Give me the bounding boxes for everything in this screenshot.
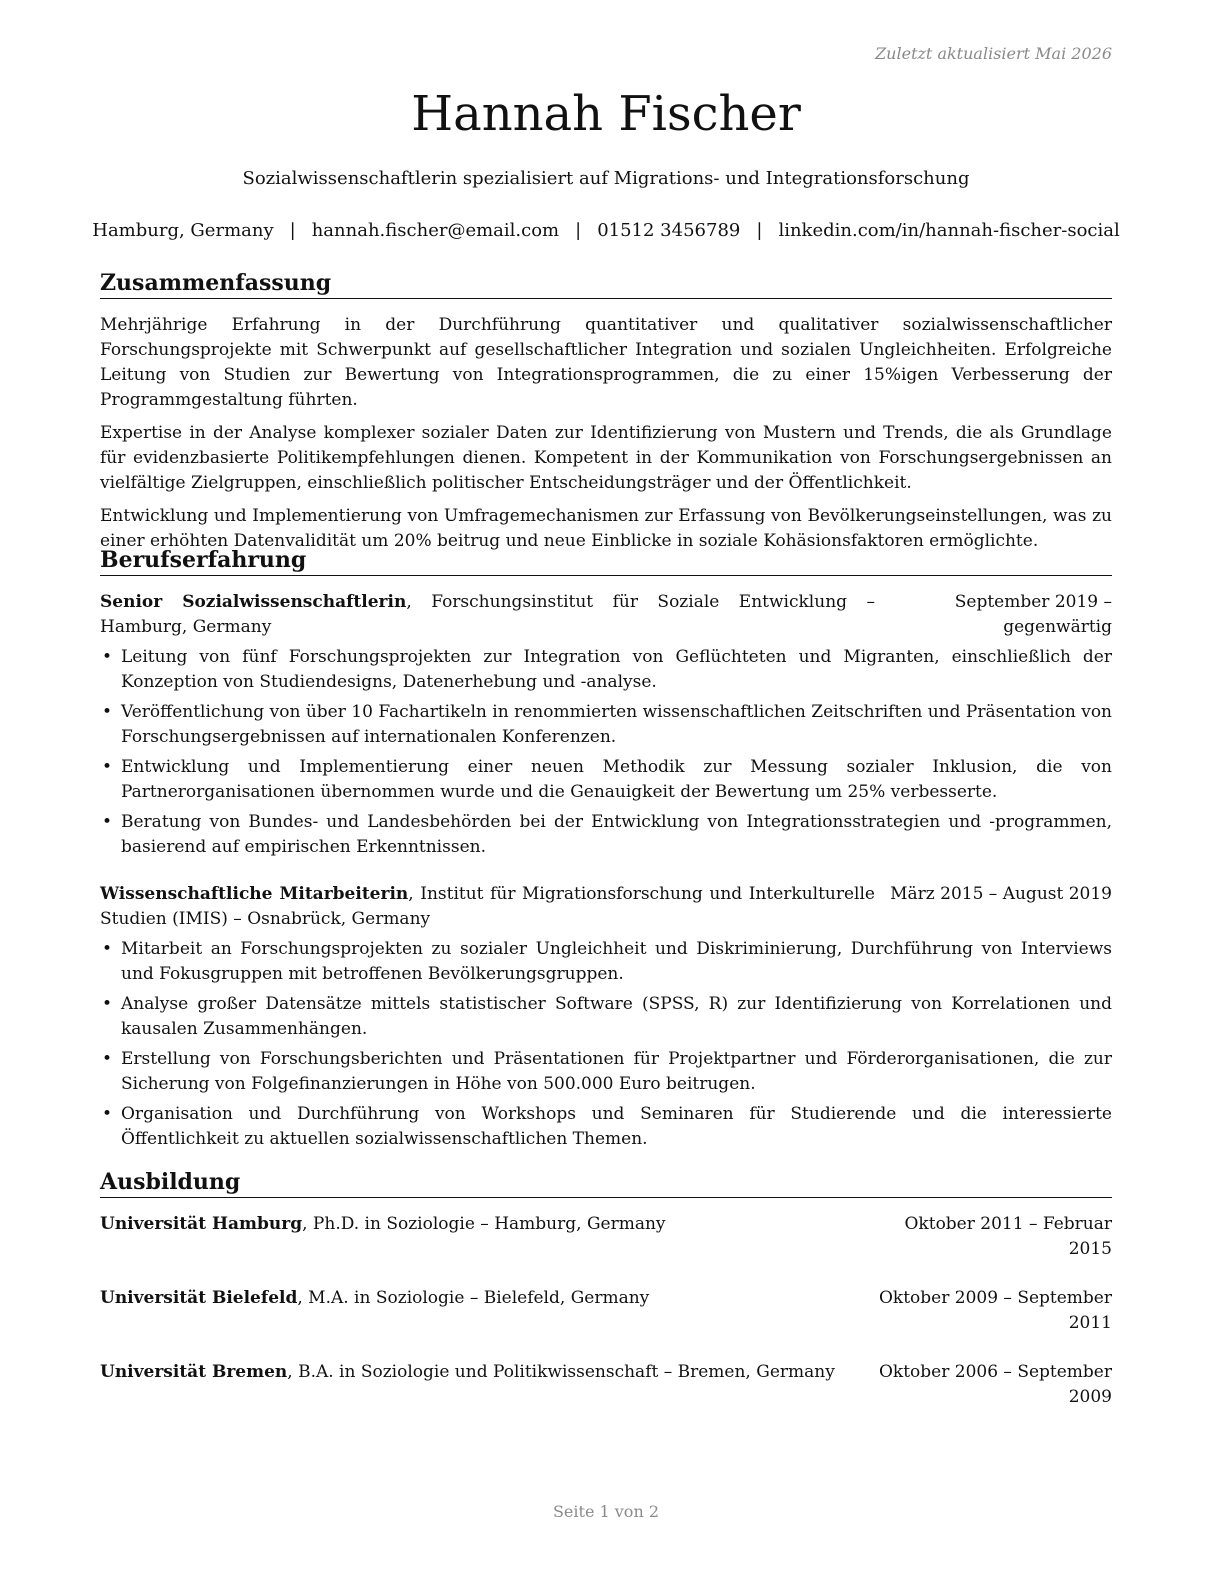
education-entry	[100, 1286, 1112, 1336]
list-item: • Leitung von fünf Forschungsprojekten zur Integration von Geflüchteten und Migranten, einschließlich der Konzeption von Studiendesigns, Datenerhebung und -analyse.	[102, 647, 1112, 692]
education-dates: Oktober 2006 – September 2009	[878, 1362, 1112, 1407]
separator: |	[289, 220, 296, 241]
resume-page	[92, 0, 1120, 1584]
job-role: Wissenschaftliche Mitarbeiterin	[100, 884, 409, 904]
section-title: Ausbildung	[100, 1169, 1112, 1198]
experience-section	[100, 547, 1112, 1157]
summary-section	[100, 270, 1112, 554]
separator: |	[756, 220, 763, 241]
degree-detail: , Ph.D. in Soziologie – Hamburg, Germany	[302, 1214, 666, 1234]
separator: |	[575, 220, 582, 241]
job-dates: März 2015 – August 2019	[890, 884, 1112, 904]
last-updated: Zuletzt aktualisiert Mai 2026	[875, 44, 1112, 63]
section-title: Zusammenfassung	[100, 270, 1112, 299]
bullet-icon: •	[102, 994, 113, 1014]
contact-phone: 01512 3456789	[597, 220, 741, 241]
degree-detail: , M.A. in Soziologie – Bielefeld, Germany	[297, 1288, 650, 1308]
job-dates: September 2019 – gegenwärtig	[954, 592, 1112, 637]
job-role: Senior Sozialwissenschaftlerin	[100, 592, 407, 612]
degree-detail: , B.A. in Soziologie und Politikwissenschaft – Bremen, Germany	[287, 1362, 835, 1382]
bullet-icon: •	[102, 757, 113, 777]
contact-location: Hamburg, Germany	[92, 220, 274, 241]
list-item: • Erstellung von Forschungsberichten und Präsentationen für Projektpartner und Förderorganisationen, die zur Sicherung von Folgefinanzierungen in Höhe von 500.000 Euro beitrugen.	[102, 1049, 1112, 1094]
job-bullet-list	[100, 645, 1112, 860]
section-title: Berufserfahrung	[100, 547, 1112, 576]
bullet-icon: •	[102, 1104, 113, 1124]
list-item: • Organisation und Durchführung von Workshops und Seminaren für Studierende und die interessierte Öffentlichkeit zu aktuellen sozialwissenschaftlichen Themen.	[102, 1104, 1112, 1149]
list-item: • Entwicklung und Implementierung einer neuen Methodik zur Messung sozialer Inklusion, die von Partnerorganisationen übernommen wurde und die Genauigkeit der Bewertung um 25% verbesserte.	[102, 757, 1112, 802]
list-item: • Veröffentlichung von über 10 Fachartikeln in renommierten wissenschaftlichen Zeitschriften und Präsentation von Forschungsergebnissen auf internationalen Konferenzen.	[102, 702, 1112, 747]
list-item: • Analyse großer Datensätze mittels statistischer Software (SPSS, R) zur Identifizierung von Korrelationen und kausalen Zusammenhängen.	[102, 994, 1112, 1039]
education-entry	[100, 1212, 1112, 1262]
page-number: Seite 1 von 2	[552, 1502, 660, 1521]
job-bullet-list	[100, 937, 1112, 1152]
job-organization: , Institut für Migrationsforschung und Interkulturelle Studien (IMIS) – Osnabrück, Germany	[100, 884, 875, 929]
school-name: Universität Hamburg	[100, 1214, 303, 1234]
summary-paragraph: Mehrjährige Erfahrung in der Durchführung quantitativer und qualitativer sozialwissenschaftlicher Forschungsprojekte mit Schwerpunkt auf gesellschaftlicher Integration und sozialen Ungleichheiten. Erfolgreiche Leitung von Studien zur Bewertung von Integrationsprogrammen, die zu einer 15%igen Verbesserung der Programmgestaltung führten.	[100, 315, 1112, 410]
page-title: Hannah Fischer	[411, 86, 801, 142]
bullet-icon: •	[102, 812, 113, 832]
education-section	[100, 1169, 1112, 1410]
bullet-icon: •	[102, 1049, 113, 1069]
summary-paragraph: Expertise in der Analyse komplexer sozialer Daten zur Identifizierung von Mustern und Trends, die als Grundlage für evidenzbasierte Politikempfehlungen dienen. Kompetent in der Kommunikation von Forschungsergebnissen an vielfältige Zielgruppen, einschließlich politischer Entscheidungsträger und der Öffentlichkeit.	[100, 423, 1112, 493]
list-item: • Beratung von Bundes- und Landesbehörden bei der Entwicklung von Integrationsstrategien und -programmen, basierend auf empirischen Erkenntnissen.	[102, 812, 1112, 857]
contact-linkedin[interactable]: linkedin.com/in/hannah-fischer-social	[778, 220, 1120, 241]
bullet-icon: •	[102, 647, 113, 667]
bullet-icon: •	[102, 702, 113, 722]
bullet-icon: •	[102, 939, 113, 959]
education-dates: Oktober 2009 – September 2011	[878, 1288, 1112, 1333]
job-entry	[100, 590, 1112, 860]
job-organization: , Forschungsinstitut für Soziale Entwicklung – Hamburg, Germany	[100, 592, 875, 637]
school-name: Universität Bielefeld	[100, 1288, 298, 1308]
subtitle: Sozialwissenschaftlerin spezialisiert auf Migrations- und Integrationsforschung	[242, 168, 970, 189]
contact-line	[80, 220, 1132, 241]
contact-email[interactable]: hannah.fischer@email.com	[311, 220, 560, 241]
education-dates: Oktober 2011 – Februar 2015	[904, 1214, 1112, 1259]
summary-paragraph: Entwicklung und Implementierung von Umfragemechanismen zur Erfassung von Bevölkerungseinstellungen, was zu einer erhöhten Datenvalidität um 20% beitrug und neue Einblicke in soziale Kohäsionsfaktoren ermöglichte.	[100, 506, 1112, 551]
education-entry	[100, 1360, 1112, 1410]
list-item: • Mitarbeit an Forschungsprojekten zu sozialer Ungleichheit und Diskriminierung, Durchführung von Interviews und Fokusgruppen mit betroffenen Bevölkerungsgruppen.	[102, 939, 1112, 984]
school-name: Universität Bremen	[100, 1362, 288, 1382]
job-entry	[100, 882, 1112, 1152]
